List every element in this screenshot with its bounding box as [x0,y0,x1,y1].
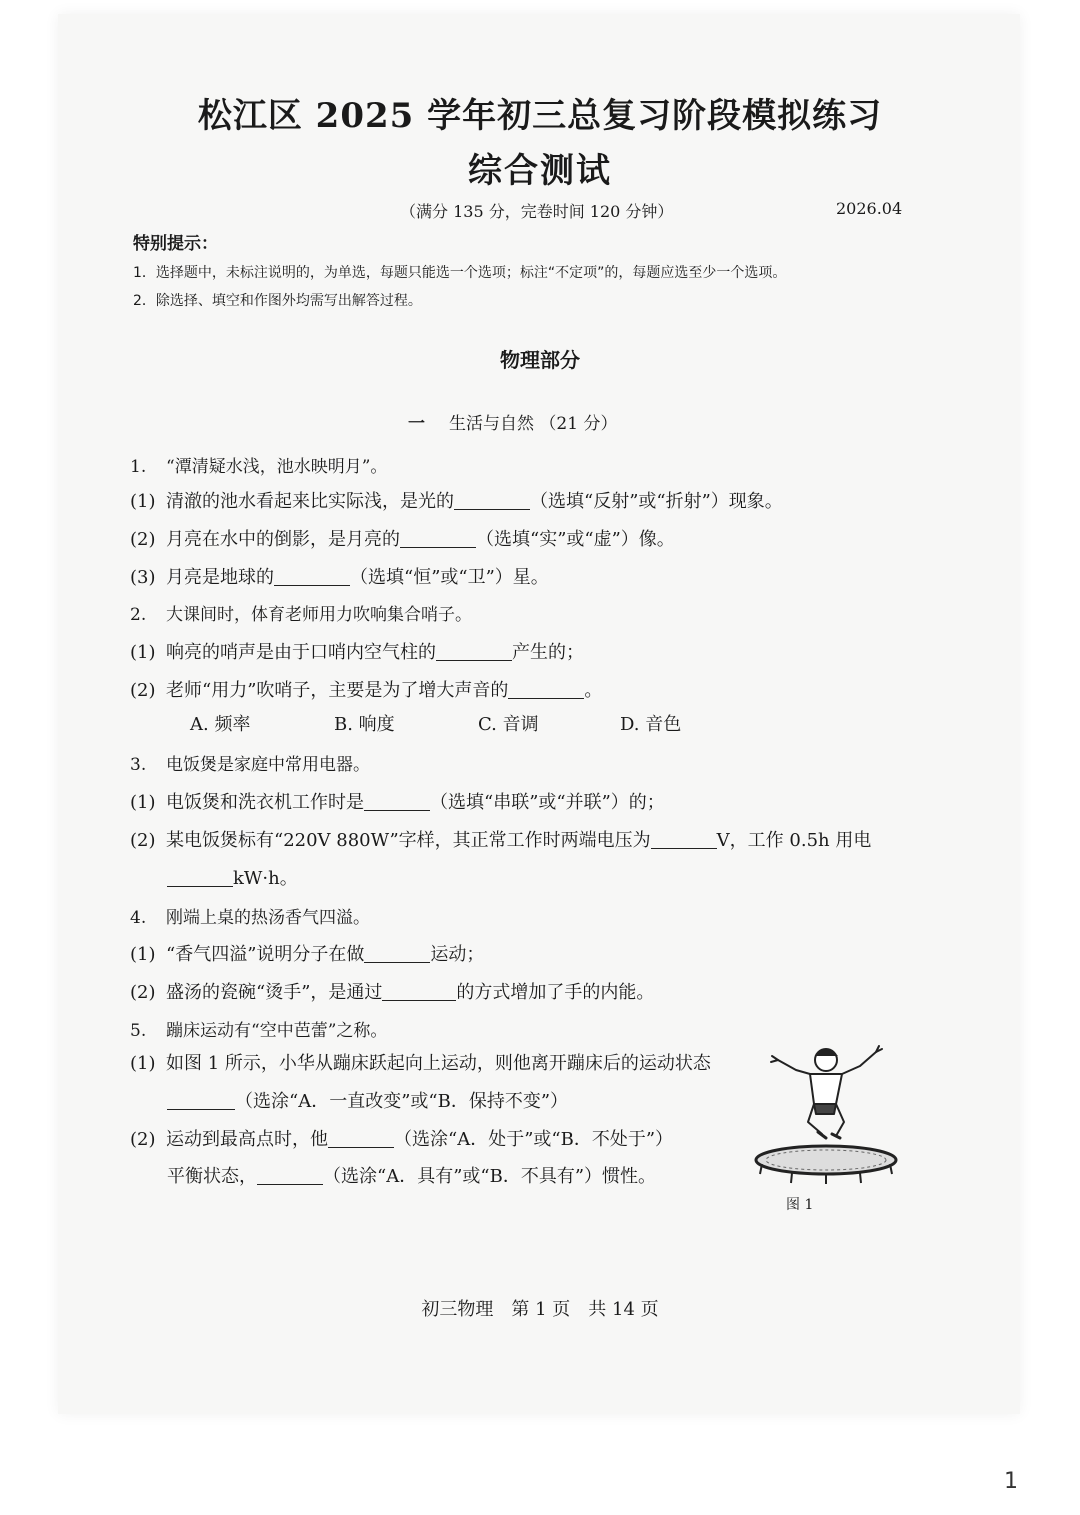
option-d[interactable]: D. 音色 [620,714,682,735]
sub-question-continued: （选涂“A．一直改变”或“B．保持不变”） [167,1087,568,1113]
right-leg [836,1104,844,1136]
question-number: 2. [130,605,147,625]
exam-subtitle: 综合测试 [468,151,612,191]
sub-question: (1) 响亮的哨声是由于口哨内空气柱的 产生的； [130,642,584,663]
exam-meta: （满分 135 分，完卷时间 120 分钟） [400,202,674,221]
option-b[interactable]: B. 响度 [334,714,395,735]
part-title: 生活与自然 （21 分） [449,414,618,434]
answer-blank[interactable] [364,792,430,811]
exam-date: 2026.04 [836,199,903,218]
sub-label: (2) [130,1129,156,1150]
sub-label: (1) [130,642,156,663]
tip-item: 1．选择题中，未标注说明的，为单选，每题只能选一个选项；标注“不定项”的，每题应选至少一个选项。 [133,265,787,281]
answer-blank[interactable] [400,529,476,548]
page-number: 1 [1004,1469,1018,1494]
sub-label: (2) [130,982,156,1003]
sub-question: (1) “香气四溢”说明分子在做 运动； [130,944,485,965]
page-footer: 初三物理 第 1 页 共 14 页 [421,1299,659,1320]
figure-caption: 图 1 [786,1197,814,1213]
question-stem: 3. 电饭煲是家庭中常用电器。 [130,755,370,775]
tip-item: 2．除选择、填空和作图外均需写出解答过程。 [133,293,422,309]
part-number: 一 [408,414,425,434]
answer-blank[interactable] [328,1129,394,1148]
section-title: 物理部分 [500,348,580,372]
answer-blank[interactable] [651,830,717,849]
sub-question: (2) 盛汤的瓷碗“烫手”，是通过 的方式增加了手的内能。 [130,982,655,1003]
torso [810,1074,842,1104]
question-number: 1. [130,457,147,477]
sub-question-continued: 平衡状态， （选涂“A．具有”或“B．不具有”）惯性。 [167,1166,657,1187]
sub-question: (1) 电饭煲和洗衣机工作时是 （选填“串联”或“并联”）的； [130,792,665,813]
sub-question: (2) 老师“用力”吹哨子，主要是为了增大声音的 。 [130,680,603,701]
sub-question: (2) 某电饭煲标有“220V 880W”字样，其正常工作时两端电压为 V，工作 0.5h 用电 [130,830,872,851]
answer-blank[interactable] [508,680,584,699]
right-arm [842,1052,876,1074]
sub-label: (1) [130,491,156,512]
question-number: 5. [130,1021,147,1041]
answer-blank[interactable] [167,1091,235,1110]
exam-title: 松江区 2025 学年初三总复习阶段模拟练习 [197,96,883,136]
tips-title: 特别提示： [133,234,218,254]
sub-question: (2) 运动到最高点时，他 （选涂“A．处于”或“B．不处于”） [130,1129,674,1150]
sub-label: (1) [130,1053,156,1074]
sub-label: (1) [130,792,156,813]
question-number: 3. [130,755,147,775]
part-heading [408,409,617,434]
sub-label: (2) [130,830,156,851]
answer-blank[interactable] [382,982,456,1001]
question-number: 4. [130,908,147,928]
sub-label: (2) [130,680,156,701]
sub-question: (3) 月亮是地球的 （选填“恒”或“卫”）星。 [130,567,549,588]
question-stem: 2. 大课间时，体育老师用力吹响集合哨子。 [130,605,472,625]
question-stem: 4. 刚端上桌的热汤香气四溢。 [130,908,370,928]
question-stem: 1. “潭清疑水浅，池水映明月”。 [130,457,388,477]
answer-blank[interactable] [364,944,430,963]
answer-blank[interactable] [454,491,530,510]
sub-question-continued: kW·h。 [167,864,298,890]
answer-blank[interactable] [436,642,512,661]
sub-question: (2) 月亮在水中的倒影，是月亮的 （选填“实”或“虚”）像。 [130,529,675,550]
answer-blank[interactable] [274,567,350,586]
option-a[interactable]: A. 频率 [190,714,251,735]
trampoline-figure [752,1038,900,1186]
sub-question: (1) 如图 1 所示，小华从蹦床跃起向上运动，则他离开蹦床后的运动状态 [130,1053,711,1074]
answer-blank[interactable] [257,1166,323,1185]
left-arm [778,1060,810,1074]
sub-label: (3) [130,567,156,588]
sub-question: (1) 清澈的池水看起来比实际浅，是光的 （选填“反射”或“折射”）现象。 [130,491,783,512]
sub-label: (1) [130,944,156,965]
question-stem: 5. 蹦床运动有“空中芭蕾”之称。 [130,1021,388,1041]
answer-blank[interactable] [167,868,233,887]
sub-label: (2) [130,529,156,550]
option-c[interactable]: C. 音调 [478,714,539,735]
